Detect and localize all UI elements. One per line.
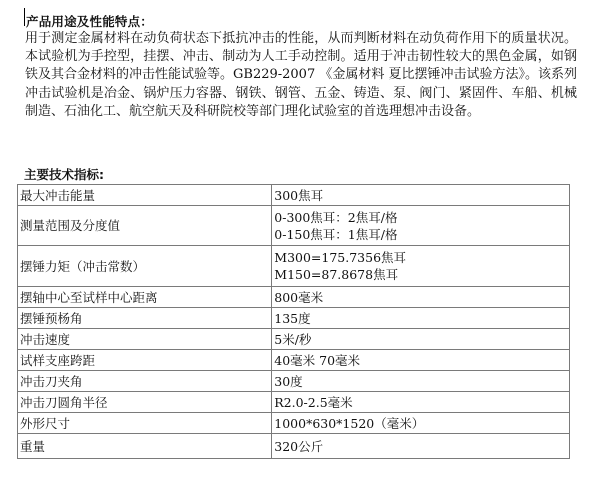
spec-value-line: R2.0-2.5毫米 <box>274 394 353 410</box>
spec-label: 试样支座跨距 <box>18 350 272 371</box>
spec-value-line: 40毫米 70毫米 <box>274 352 361 368</box>
spec-value-line: 5米/秒 <box>274 331 312 347</box>
table-row <box>18 371 570 392</box>
spec-value <box>272 350 570 371</box>
spec-value <box>272 434 570 459</box>
spec-label: 外形尺寸 <box>18 413 272 434</box>
spec-label: 冲击刀夹角 <box>18 371 272 392</box>
table-row <box>18 329 570 350</box>
spec-label: 测量范围及分度值 <box>18 206 272 246</box>
spec-value-line: 135度 <box>274 310 311 326</box>
spec-label: 摆锤预杨角 <box>18 308 272 329</box>
spec-value-line: 1000*630*1520（毫米） <box>274 415 425 431</box>
spec-value <box>272 206 570 246</box>
table-row <box>18 246 570 287</box>
table-row <box>18 392 570 413</box>
spec-value <box>272 371 570 392</box>
spec-value <box>272 287 570 308</box>
spec-value-line: M300=175.7356焦耳 <box>274 250 407 265</box>
spec-value-line: M150=87.8678焦耳 <box>274 267 399 282</box>
spec-value <box>272 413 570 434</box>
spec-value-line: 30度 <box>274 373 303 389</box>
spec-value <box>272 392 570 413</box>
table-row <box>18 350 570 371</box>
spec-value-line: 0-300焦耳：2焦耳/格 <box>274 209 398 225</box>
spec-label: 摆锤力矩（冲击常数） <box>18 246 272 287</box>
spec-label: 冲击速度 <box>18 329 272 350</box>
spec-value <box>272 246 570 287</box>
spec-label: 最大冲击能量 <box>18 185 272 206</box>
spec-value <box>272 185 570 206</box>
spec-label: 摆轴中心至试样中心距离 <box>18 287 272 308</box>
spec-value-line: 300焦耳 <box>274 187 324 203</box>
table-row <box>18 434 570 459</box>
table-row <box>18 308 570 329</box>
text-cursor <box>24 8 25 26</box>
table-row <box>18 287 570 308</box>
spec-value-line: 320公斤 <box>274 438 324 454</box>
spec-value-line: 0-150焦耳：1焦耳/格 <box>274 226 398 242</box>
table-row <box>18 206 570 246</box>
spec-value-line: 800毫米 <box>274 289 324 305</box>
features-paragraph: 用于测定金属材料在动负荷状态下抵抗冲击的性能，从而判断材料在动负荷作用下的质量状况。本试验机为手控型，挂摆、冲击、制动为人工手动控制。适用于冲击韧性较大的黑色金属，如钢铁及其合金材料的冲击性能试验等。GB229-2007 《金属材料 夏比摆锤冲击试验方法》。该系列冲击试验机是冶金、锅炉压力容器、钢铁、钢管、五金、铸造、泵、阀门、紧固件、车船、机械制造、石油化工、航空航天及科研院校等部门理化试验室的首选理想冲击设备。 <box>25 31 577 119</box>
spec-table <box>17 184 570 459</box>
spec-label: 冲击刀圆角半径 <box>18 392 272 413</box>
table-row <box>18 413 570 434</box>
section-heading-features: 产品用途及性能特点： <box>26 14 154 29</box>
spec-value <box>272 329 570 350</box>
spec-label: 重量 <box>18 434 272 459</box>
table-row <box>18 185 570 206</box>
spec-value <box>272 308 570 329</box>
section-heading-specs: 主要技术指标: <box>24 167 104 182</box>
